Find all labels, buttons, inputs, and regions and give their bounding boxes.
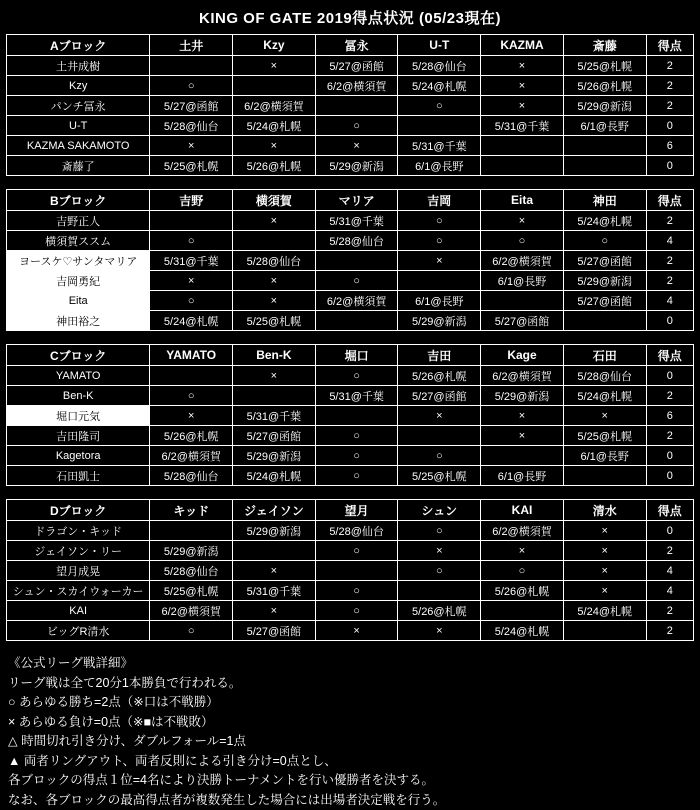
- wrestler-name: 土井成樹: [7, 56, 150, 76]
- column-header: Kzy: [233, 35, 316, 56]
- self-cell: [481, 136, 564, 156]
- points-value: 2: [646, 601, 693, 621]
- self-cell: [150, 366, 233, 386]
- page-title: KING OF GATE 2019得点状況 (05/23現在): [6, 4, 694, 34]
- match-cell: 5/31@千葉: [150, 251, 233, 271]
- wrestler-name: 堀口元気: [7, 406, 150, 426]
- match-cell: ○: [398, 211, 481, 231]
- table-row: [7, 291, 694, 311]
- wrestler-name: 石田凱士: [7, 466, 150, 486]
- points-value: 2: [646, 271, 693, 291]
- match-cell: ×: [315, 136, 398, 156]
- match-cell: 6/2@横須賀: [481, 521, 564, 541]
- match-cell: 5/28@仙台: [233, 251, 316, 271]
- wrestler-name: 吉野正人: [7, 211, 150, 231]
- points-value: 0: [646, 521, 693, 541]
- points-header: 得点: [646, 500, 693, 521]
- standings-table: [6, 344, 694, 486]
- note-line: なお、各ブロックの最高得点者が複数発生した場合には出場者決定戦を行う。: [8, 791, 692, 810]
- points-value: 4: [646, 291, 693, 311]
- match-cell: ×: [481, 56, 564, 76]
- match-cell: 5/29@新潟: [233, 446, 316, 466]
- self-cell: [315, 406, 398, 426]
- match-cell: 5/27@函館: [563, 291, 646, 311]
- points-value: 0: [646, 446, 693, 466]
- wrestler-name: ヨースケ♡サンタマリア: [7, 251, 150, 271]
- self-cell: [398, 426, 481, 446]
- match-cell: ×: [481, 211, 564, 231]
- match-cell: ×: [233, 601, 316, 621]
- match-cell: 6/2@横須賀: [315, 76, 398, 96]
- match-cell: 5/25@札幌: [150, 581, 233, 601]
- column-header: 神田: [563, 190, 646, 211]
- self-cell: [563, 621, 646, 641]
- match-cell: ×: [481, 406, 564, 426]
- table-header-row: [7, 35, 694, 56]
- match-cell: 5/31@千葉: [481, 116, 564, 136]
- points-value: 2: [646, 56, 693, 76]
- match-cell: 5/29@新潟: [150, 541, 233, 561]
- table-row: [7, 601, 694, 621]
- self-cell: [398, 581, 481, 601]
- table-header-row: [7, 190, 694, 211]
- wrestler-name: Kzy: [7, 76, 150, 96]
- match-cell: 5/29@新潟: [563, 271, 646, 291]
- table-row: [7, 271, 694, 291]
- match-cell: ×: [563, 406, 646, 426]
- column-header: YAMATO: [150, 345, 233, 366]
- table-row: [7, 366, 694, 386]
- match-cell: 5/28@仙台: [150, 116, 233, 136]
- match-cell: 5/25@札幌: [398, 466, 481, 486]
- block-name: Bブロック: [7, 190, 150, 211]
- match-cell: 6/1@長野: [563, 446, 646, 466]
- table-header-row: [7, 500, 694, 521]
- standings-table: [6, 189, 694, 331]
- table-row: [7, 56, 694, 76]
- match-cell: 5/31@千葉: [398, 136, 481, 156]
- wrestler-name: KAZMA SAKAMOTO: [7, 136, 150, 156]
- column-header: Eita: [481, 190, 564, 211]
- match-cell: 5/29@新潟: [315, 156, 398, 176]
- match-cell: ×: [398, 251, 481, 271]
- match-cell: ○: [481, 231, 564, 251]
- match-cell: ×: [233, 561, 316, 581]
- match-cell: 5/26@札幌: [398, 366, 481, 386]
- match-cell: 5/28@仙台: [315, 521, 398, 541]
- match-cell: ×: [481, 96, 564, 116]
- match-cell: ○: [398, 96, 481, 116]
- match-cell: ○: [315, 366, 398, 386]
- table-row: [7, 251, 694, 271]
- match-cell: 6/2@横須賀: [315, 291, 398, 311]
- table-row: [7, 156, 694, 176]
- match-cell: ×: [150, 271, 233, 291]
- blocks-container: [6, 34, 694, 641]
- match-cell: ×: [233, 56, 316, 76]
- match-cell: ×: [563, 541, 646, 561]
- match-cell: 5/24@札幌: [398, 76, 481, 96]
- match-cell: 5/26@札幌: [150, 426, 233, 446]
- match-cell: 5/26@札幌: [563, 76, 646, 96]
- column-header: 土井: [150, 35, 233, 56]
- note-line: ○ あらゆる勝ち=2点（※口は不戦勝）: [8, 693, 692, 713]
- wrestler-name: Ben-K: [7, 386, 150, 406]
- match-cell: ○: [315, 581, 398, 601]
- column-header: シュン: [398, 500, 481, 521]
- table-row: [7, 76, 694, 96]
- points-value: 6: [646, 406, 693, 426]
- column-header: 斎藤: [563, 35, 646, 56]
- points-value: 4: [646, 581, 693, 601]
- table-row: [7, 581, 694, 601]
- wrestler-name: シュン・スカイウォーカー: [7, 581, 150, 601]
- match-cell: ○: [315, 541, 398, 561]
- points-value: 2: [646, 76, 693, 96]
- wrestler-name: 斎藤了: [7, 156, 150, 176]
- match-cell: 6/1@長野: [481, 271, 564, 291]
- match-cell: ×: [150, 136, 233, 156]
- column-header: ジェイソン: [233, 500, 316, 521]
- match-cell: 5/26@札幌: [398, 601, 481, 621]
- points-value: 0: [646, 366, 693, 386]
- match-cell: 5/27@函館: [150, 96, 233, 116]
- match-cell: ×: [233, 271, 316, 291]
- wrestler-name: KAI: [7, 601, 150, 621]
- match-cell: 5/29@新潟: [481, 386, 564, 406]
- match-cell: ○: [563, 231, 646, 251]
- match-cell: 5/31@千葉: [315, 386, 398, 406]
- match-cell: ×: [233, 291, 316, 311]
- match-cell: ×: [563, 561, 646, 581]
- match-cell: ×: [398, 621, 481, 641]
- match-cell: 5/27@函館: [398, 386, 481, 406]
- wrestler-name: パンチ冨永: [7, 96, 150, 116]
- self-cell: [233, 76, 316, 96]
- match-cell: 5/27@函館: [233, 426, 316, 446]
- match-cell: 6/2@横須賀: [481, 251, 564, 271]
- match-cell: ○: [398, 521, 481, 541]
- table-row: [7, 116, 694, 136]
- match-cell: 5/27@函館: [233, 621, 316, 641]
- note-line: 各ブロックの得点１位=4名により決勝トーナメントを行い優勝者を決する。: [8, 771, 692, 791]
- column-header: 堀口: [315, 345, 398, 366]
- column-header: 望月: [315, 500, 398, 521]
- self-cell: [481, 291, 564, 311]
- match-cell: ○: [150, 76, 233, 96]
- match-cell: 5/31@千葉: [233, 406, 316, 426]
- match-cell: 5/24@札幌: [563, 601, 646, 621]
- match-cell: 5/29@新潟: [398, 311, 481, 331]
- match-cell: ○: [315, 466, 398, 486]
- match-cell: 5/25@札幌: [150, 156, 233, 176]
- match-cell: 5/24@札幌: [233, 116, 316, 136]
- block-name: Aブロック: [7, 35, 150, 56]
- self-cell: [563, 466, 646, 486]
- points-value: 0: [646, 311, 693, 331]
- match-cell: ×: [398, 406, 481, 426]
- block-name: Dブロック: [7, 500, 150, 521]
- match-cell: ×: [233, 366, 316, 386]
- match-cell: 6/2@横須賀: [233, 96, 316, 116]
- column-header: KAZMA: [481, 35, 564, 56]
- column-header: 横須賀: [233, 190, 316, 211]
- match-cell: 5/24@札幌: [233, 466, 316, 486]
- wrestler-name: ジェイソン・リー: [7, 541, 150, 561]
- table-row: [7, 466, 694, 486]
- match-cell: 5/28@仙台: [150, 466, 233, 486]
- match-cell: ×: [563, 581, 646, 601]
- match-cell: ×: [481, 426, 564, 446]
- points-value: 2: [646, 386, 693, 406]
- match-cell: ○: [315, 271, 398, 291]
- match-cell: 6/1@長野: [481, 466, 564, 486]
- standings-table: [6, 34, 694, 176]
- match-cell: 6/2@横須賀: [150, 601, 233, 621]
- self-cell: [315, 96, 398, 116]
- self-cell: [398, 116, 481, 136]
- points-value: 2: [646, 251, 693, 271]
- match-cell: ○: [315, 601, 398, 621]
- match-cell: ○: [398, 446, 481, 466]
- table-row: [7, 96, 694, 116]
- self-cell: [563, 156, 646, 176]
- table-row: [7, 406, 694, 426]
- table-row: [7, 446, 694, 466]
- match-cell: 6/2@横須賀: [481, 366, 564, 386]
- match-cell: [563, 136, 646, 156]
- match-cell: ○: [150, 291, 233, 311]
- note-line: ▲ 両者リングアウト、両者反則による引き分け=0点とし、: [8, 752, 692, 772]
- column-header: 吉野: [150, 190, 233, 211]
- match-cell: 5/27@函館: [563, 251, 646, 271]
- self-cell: [150, 56, 233, 76]
- points-value: 0: [646, 466, 693, 486]
- points-value: 2: [646, 426, 693, 446]
- wrestler-name: 望月成晃: [7, 561, 150, 581]
- points-header: 得点: [646, 35, 693, 56]
- column-header: U-T: [398, 35, 481, 56]
- match-cell: ○: [150, 386, 233, 406]
- points-value: 2: [646, 211, 693, 231]
- match-cell: [315, 311, 398, 331]
- points-value: 2: [646, 621, 693, 641]
- column-header: 吉岡: [398, 190, 481, 211]
- points-value: 4: [646, 561, 693, 581]
- match-cell: ○: [315, 446, 398, 466]
- match-cell: ×: [233, 211, 316, 231]
- note-line: リーグ戦は全て20分1本勝負で行われる。: [8, 674, 692, 694]
- wrestler-name: ビッグR清水: [7, 621, 150, 641]
- match-cell: 5/28@仙台: [398, 56, 481, 76]
- match-cell: ○: [398, 231, 481, 251]
- column-header: キッド: [150, 500, 233, 521]
- self-cell: [233, 386, 316, 406]
- wrestler-name: 吉岡勇紀: [7, 271, 150, 291]
- wrestler-name: Eita: [7, 291, 150, 311]
- match-cell: 5/29@新潟: [563, 96, 646, 116]
- match-cell: 6/2@横須賀: [150, 446, 233, 466]
- wrestler-name: 吉田隆司: [7, 426, 150, 446]
- match-cell: 5/25@札幌: [563, 426, 646, 446]
- points-value: 0: [646, 116, 693, 136]
- points-header: 得点: [646, 345, 693, 366]
- match-cell: 5/27@函館: [315, 56, 398, 76]
- note-line: × あらゆる負け=0点（※■は不戦敗）: [8, 713, 692, 733]
- match-cell: ×: [481, 541, 564, 561]
- match-cell: 6/1@長野: [398, 291, 481, 311]
- match-cell: 5/26@札幌: [481, 581, 564, 601]
- points-value: 2: [646, 541, 693, 561]
- table-row: [7, 561, 694, 581]
- match-cell: [481, 156, 564, 176]
- match-cell: ○: [150, 621, 233, 641]
- self-cell: [398, 271, 481, 291]
- self-cell: [563, 311, 646, 331]
- match-cell: 5/28@仙台: [563, 366, 646, 386]
- column-header: 冨永: [315, 35, 398, 56]
- match-cell: ×: [481, 76, 564, 96]
- note-line: 《公式リーグ戦詳細》: [8, 654, 692, 674]
- match-cell: 5/26@札幌: [233, 156, 316, 176]
- match-cell: 5/24@札幌: [563, 386, 646, 406]
- points-header: 得点: [646, 190, 693, 211]
- note-line: △ 時間切れ引き分け、ダブルフォール=1点: [8, 732, 692, 752]
- table-row: [7, 521, 694, 541]
- table-row: [7, 386, 694, 406]
- match-cell: 5/28@仙台: [150, 561, 233, 581]
- table-row: [7, 211, 694, 231]
- points-value: 0: [646, 156, 693, 176]
- match-cell: ×: [563, 521, 646, 541]
- match-cell: 5/25@札幌: [563, 56, 646, 76]
- table-row: [7, 231, 694, 251]
- match-cell: 5/29@新潟: [233, 521, 316, 541]
- standings-table: [6, 499, 694, 641]
- column-header: Ben-K: [233, 345, 316, 366]
- match-cell: 6/1@長野: [563, 116, 646, 136]
- self-cell: [233, 231, 316, 251]
- table-row: [7, 136, 694, 156]
- self-cell: [315, 251, 398, 271]
- match-cell: 5/28@仙台: [315, 231, 398, 251]
- column-header: 清水: [563, 500, 646, 521]
- match-cell: ○: [398, 561, 481, 581]
- match-cell: 5/25@札幌: [233, 311, 316, 331]
- wrestler-name: 神田裕之: [7, 311, 150, 331]
- table-header-row: [7, 345, 694, 366]
- wrestler-name: YAMATO: [7, 366, 150, 386]
- table-row: [7, 311, 694, 331]
- table-row: [7, 426, 694, 446]
- block-name: Cブロック: [7, 345, 150, 366]
- match-cell: 5/27@函館: [481, 311, 564, 331]
- self-cell: [481, 446, 564, 466]
- column-header: 石田: [563, 345, 646, 366]
- match-cell: ×: [150, 406, 233, 426]
- self-cell: [315, 561, 398, 581]
- self-cell: [481, 601, 564, 621]
- rules-notes: [6, 654, 694, 810]
- column-header: KAI: [481, 500, 564, 521]
- wrestler-name: ドラゴン・キッド: [7, 521, 150, 541]
- match-cell: ○: [150, 231, 233, 251]
- match-cell: ×: [398, 541, 481, 561]
- match-cell: 5/24@札幌: [563, 211, 646, 231]
- table-row: [7, 621, 694, 641]
- points-value: 4: [646, 231, 693, 251]
- match-cell: 5/24@札幌: [481, 621, 564, 641]
- self-cell: [150, 211, 233, 231]
- column-header: 吉田: [398, 345, 481, 366]
- wrestler-name: Kagetora: [7, 446, 150, 466]
- match-cell: ○: [315, 426, 398, 446]
- column-header: Kage: [481, 345, 564, 366]
- match-cell: ×: [315, 621, 398, 641]
- match-cell: 5/31@千葉: [233, 581, 316, 601]
- wrestler-name: U-T: [7, 116, 150, 136]
- points-value: 2: [646, 96, 693, 116]
- column-header: マリア: [315, 190, 398, 211]
- points-value: 6: [646, 136, 693, 156]
- match-cell: 5/31@千葉: [315, 211, 398, 231]
- self-cell: [150, 521, 233, 541]
- match-cell: ○: [315, 116, 398, 136]
- match-cell: 6/1@長野: [398, 156, 481, 176]
- wrestler-name: 横須賀ススム: [7, 231, 150, 251]
- match-cell: ×: [233, 136, 316, 156]
- table-row: [7, 541, 694, 561]
- match-cell: ○: [481, 561, 564, 581]
- match-cell: 5/24@札幌: [150, 311, 233, 331]
- self-cell: [233, 541, 316, 561]
